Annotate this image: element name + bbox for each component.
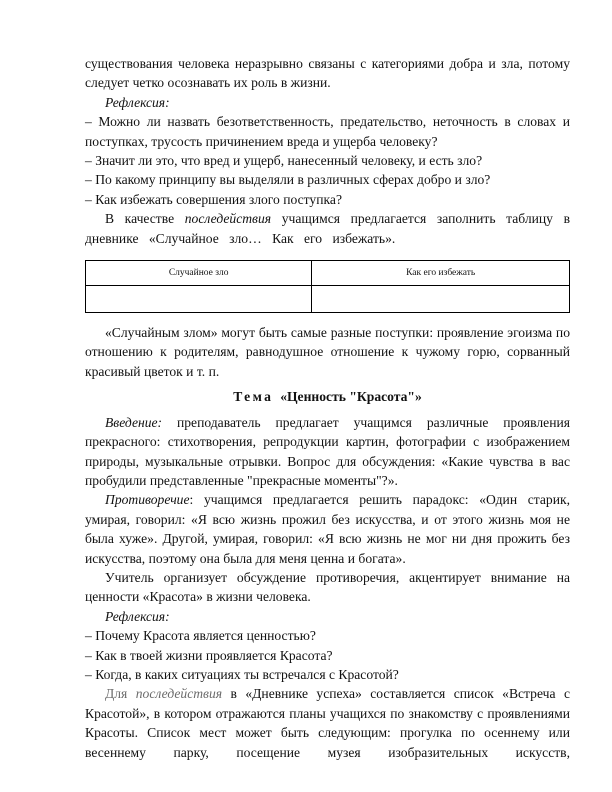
random-evil-paragraph: «Случайным злом» могут быть самые разные поступки: проявление эгоизма по отношению к родителям, равнодушное отношение к чужому горю, сорванный красивый цветок и т. п.: [85, 325, 570, 379]
reflection-question: – Как в твоей жизни проявляется Красота?: [85, 647, 333, 663]
topic-word: Тема: [233, 389, 274, 405]
contradiction-label: Противоречие: [105, 492, 190, 508]
introduction-paragraph: Введение: преподаватель предлагает учащимся различные проявления прекрасного: стихотворения, репродукции картин, фотографии с изображением природы, музыкальные отрывки. Вопрос для обсуждения: «Какие чувства в вас пробудили представленные "прекрасные моменты"?».: [85, 414, 570, 488]
topic-title: «Ценность "Красота"»: [280, 389, 422, 405]
table-cell-empty: [86, 286, 312, 313]
reflection-heading-2: Рефлексия:: [105, 608, 170, 624]
reflection-question: – Почему Красота является ценностью?: [85, 628, 316, 644]
reflection-question: – Когда, в каких ситуациях ты встречался с Красотой?: [85, 666, 399, 682]
table-header-random-evil: Случайное зло: [86, 261, 312, 286]
paragraph-intro-continuation: существования человека неразрывно связаны с категориями добра и зла, потому следует четко осознавать их роль в жизни.: [85, 56, 570, 91]
topic-heading: [85, 387, 570, 406]
contradiction-paragraph: Противоречие: учащимся предлагается решить парадокс: «Один старик, умирая, говорил: «Я всю жизнь прожил без искусства, и от этого жизнь моя не была хуже». Другой, умирая, говорил: «Я всю жизнь не мог ни дня прожить без искусства, поэтому она была для меня ценна и богата».: [85, 492, 570, 566]
reflection-heading-1: Рефлексия:: [105, 94, 170, 110]
reflection-question: – По какому принципу вы выделяли в различных сферах добро и зло?: [85, 172, 491, 188]
aftereffect-term: последействия: [184, 211, 272, 227]
teacher-paragraph: Учитель организует обсуждение противоречия, акцентирует внимание на ценности «Красота» в жизни человека.: [85, 569, 570, 605]
introduction-label: Введение:: [105, 414, 163, 430]
final-paragraph: Для последействия в «Дневнике успеха» составляется список «Встреча с Красотой», в котором отражаются планы учащихся по знакомству с проявлениями Красоты. Список мест может быть следующим: прогулка по осеннему или весеннему парку, посещение музея изобразительных искусств,: [85, 686, 570, 760]
reflection-question: – Можно ли назвать безответственность, предательство, неточность в словах и поступках, трусость причинением вреда и ущерба человеку?: [85, 114, 570, 149]
reflection-question: – Как избежать совершения злого поступка?: [85, 191, 342, 207]
final-aftereffect-term: последействия: [135, 686, 223, 702]
aftereffect-paragraph: В качестве последействия учащимся предлагается заполнить таблицу в дневнике «Случайное зло… Как его избежать».: [85, 211, 571, 246]
table-cell-empty: [312, 286, 570, 313]
table-header-how-to-avoid: Как его избежать: [312, 261, 570, 286]
diary-table: [85, 260, 570, 313]
reflection-question: – Значит ли это, что вред и ущерб, нанесенный человеку, и есть зло?: [85, 153, 483, 169]
